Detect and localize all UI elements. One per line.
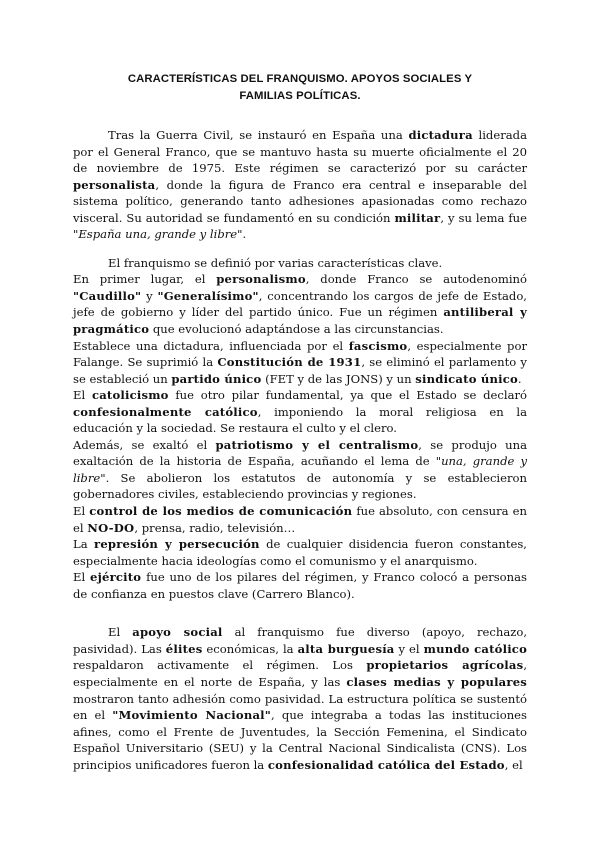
- paragraph-apoyo-social: El apoyo social al franquismo fue diverso (apoyo, rechazo, pasividad). Las élites económicas, la alta burguesía y el mundo católico respaldaron activamente el régimen. Los propietarios agrícolas, especialmente en el norte de España, y las clases medias y populares mostraron tanto adhesión como pasividad. La estructura política se sustentó en el "Movimiento Nacional", que integraba a todas las instituciones afines, como el Frente de Juventudes, la Sección Femenina, el Sindicato Español Universitario (SEU) y la Central Nacional Sindicalista (CNS). Los principios unificadores fueron la confesionalidad católica del Estado, el: [73, 625, 528, 772]
- document-title: [73, 0, 527, 105]
- paragraph-patriotismo: Además, se exaltó el patriotismo y el centralismo, se produjo una exaltación de la historia de España, acuñando el lema de "una, grande y libre". Se abolieron los estatutos de autonomía y se establecieron gobernadores civiles, estableciendo provincias y regiones.: [73, 437, 528, 502]
- paragraph-medios: El control de los medios de comunicación fue absoluto, con censura en el NO-DO, prensa, radio, televisión…: [73, 504, 527, 535]
- title-line-1: CARACTERÍSTICAS DEL FRANQUISMO. APOYOS SOCIALES Y: [127, 73, 473, 85]
- title-line-2: FAMILIAS POLÍTICAS.: [239, 90, 361, 102]
- paragraph-represion: La represión y persecución de cualquier disidencia fueron constantes, especialmente hacia ideologías como el comunismo y el anarquismo.: [73, 537, 527, 568]
- paragraph-intro: Tras la Guerra Civil, se instauró en España una dictadura liderada por el General Franco, que se mantuvo hasta su muerte oficialmente el 20 de noviembre de 1975. Este régimen se caracterizó por su carácter personalista, donde la figura de Franco era central e inseparable del sistema político, generando tanto adhesiones apasionadas como rechazo visceral. Su autoridad se fundamentó en su condición militar, y su lema fue "España una, grande y libre".: [73, 128, 528, 242]
- paragraph-characteristics-intro: El franquismo se definió por varias características clave.: [108, 255, 443, 270]
- paragraph-personalismo: En primer lugar, el personalismo, donde Franco se autodenominó "Caudillo" y "Generalísimo", concentrando los cargos de jefe de Estado, jefe de gobierno y líder del partido único. Fue un régimen antiliberal y pragmático que evolucionó adaptándose a las circunstancias.: [73, 272, 528, 337]
- paragraph-ejercito: El ejército fue uno de los pilares del régimen, y Franco colocó a personas de confianza en puestos clave (Carrero Blanco).: [73, 570, 527, 601]
- paragraph-catolicismo: El catolicismo fue otro pilar fundamental, ya que el Estado se declaró confesionalmente católico, imponiendo la moral religiosa en la educación y la sociedad. Se restaura el culto y el clero.: [73, 388, 527, 436]
- paragraph-dictadura: Establece una dictadura, influenciada por el fascismo, especialmente por Falange. Se suprimió la Constitución de 1931, se eliminó el parlamento y se estableció un partido único (FET y de las JONS) y un sindicato único.: [73, 338, 527, 386]
- document-body: [73, 105, 527, 773]
